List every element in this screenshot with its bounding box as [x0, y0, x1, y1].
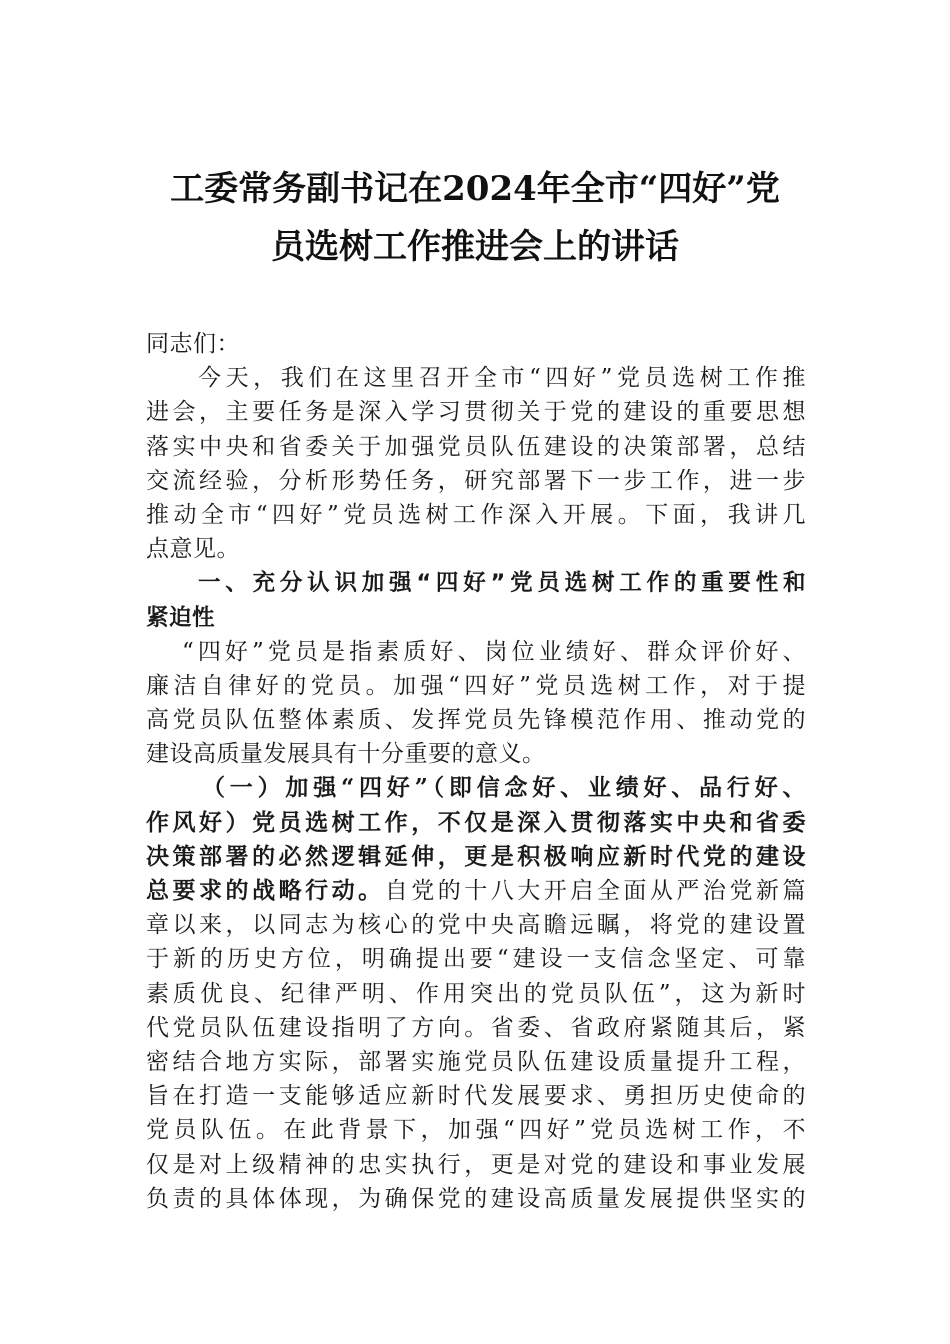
subsection-line: 代党员队伍建设指明了方向。省委、省政府紧随其后，紧 [146, 1014, 806, 1041]
subsection-bold-line: （一）加强“四好”（即信念好、业绩好、品行好、 [202, 774, 806, 802]
intro-line: 进会，主要任务是深入学习贯彻关于党的建设的重要思想 [146, 399, 806, 426]
subsection-line: 于新的历史方位，明确提出要“建设一支信念坚定、可靠 [146, 946, 806, 973]
section-para-line: “四好”党员是指素质好、岗位业绩好、群众评价好、 [182, 638, 806, 665]
salutation: 同志们： [146, 331, 240, 357]
subsection-bold-line: 作风好）党员选树工作，不仅是深入贯彻落实中央和省委 [146, 808, 806, 836]
subsection-line: 仅是对上级精神的忠实执行，更是对党的建设和事业发展 [146, 1151, 806, 1178]
intro-line: 点意见。 [146, 536, 240, 563]
subsection-line: 素质优良、纪律严明、作用突出的党员队伍”，这为新时 [146, 980, 806, 1007]
document-body [146, 327, 806, 1216]
section-heading-line: 紧迫性 [146, 604, 216, 631]
section-para-line: 高党员队伍整体素质、发挥党员先锋模范作用、推动党的 [146, 707, 806, 734]
intro-line: 交流经验，分析形势任务，研究部署下一步工作，进一步 [146, 467, 806, 494]
intro-line: 今天，我们在这里召开全市“四好”党员选树工作推 [198, 365, 806, 392]
section-heading-line: 一、充分认识加强“四好”党员选树工作的重要性和 [198, 570, 806, 597]
subsection-line: 党员队伍。在此背景下，加强“四好”党员选树工作，不 [146, 1117, 806, 1144]
subsection-mixed-line [146, 874, 806, 908]
document-title [120, 160, 830, 276]
subsection-line: 负责的具体体现，为确保党的建设高质量发展提供坚实的 [146, 1185, 806, 1212]
section-para-line: 建设高质量发展具有十分重要的意义。 [146, 741, 546, 768]
section-para-line: 廉洁自律好的党员。加强“四好”党员选树工作，对于提 [146, 672, 806, 699]
title-line-2: 员选树工作推进会上的讲话 [271, 227, 679, 267]
intro-line: 推动全市“四好”党员选树工作深入开展。下面，我讲几 [146, 501, 806, 528]
subsection-line: 章以来，以同志为核心的党中央高瞻远瞩，将党的建设置 [146, 912, 806, 939]
intro-line: 落实中央和省委关于加强党员队伍建设的决策部署，总结 [146, 433, 806, 460]
title-line-1: 工委常务副书记在2024年全市“四好”党 [170, 169, 780, 209]
subsection-line: 密结合地方实际，部署实施党员队伍建设质量提升工程， [146, 1048, 806, 1075]
subsection-bold-fragment: 总要求的战略行动。 [146, 877, 385, 904]
subsection-text-fragment: 自党的十八大开启全面从严治党新篇 [384, 878, 807, 904]
subsection-bold-line: 决策部署的必然逻辑延伸，更是积极响应新时代党的建设 [146, 842, 806, 870]
subsection-line: 旨在打造一支能够适应新时代发展要求、勇担历史使命的 [146, 1083, 806, 1110]
